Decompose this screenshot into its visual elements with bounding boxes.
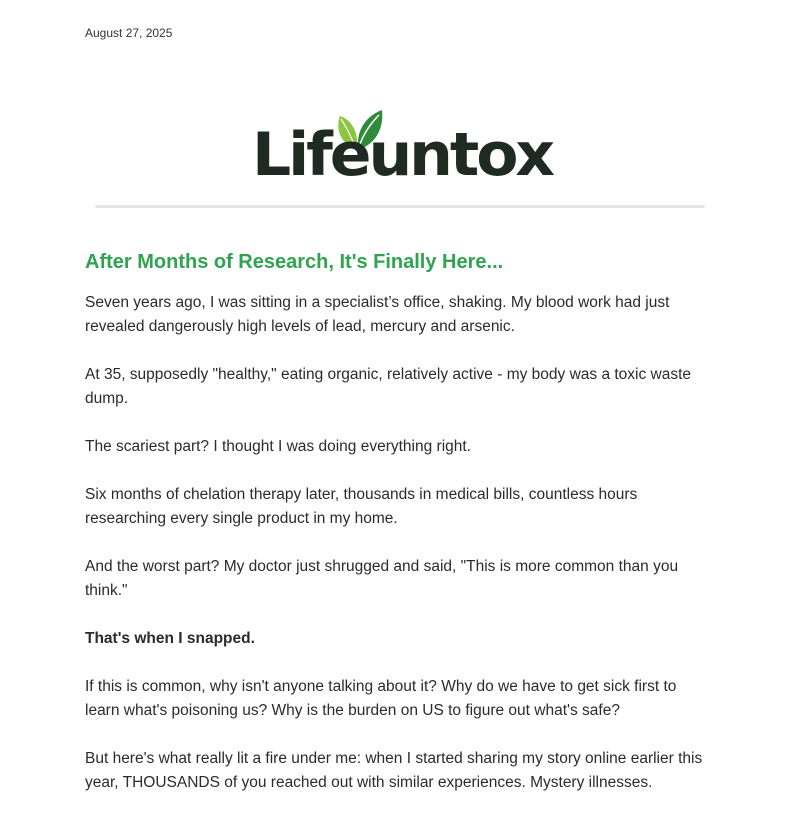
body-paragraph: And the worst part? My doctor just shrugged and said, "This is more common than you think." <box>85 558 679 599</box>
body-paragraph: At 35, supposedly "healthy," eating organic, relatively active - my body was a toxic waste dump. <box>85 366 692 407</box>
logo-text: Lifeuntox <box>252 120 554 180</box>
body-paragraph: If this is common, why isn't anyone talking about it? Why do we have to get sick first to learn what's poisoning us? Why is the burden on US to figure out what's safe? <box>85 678 677 719</box>
email-date: August 27, 2025 <box>85 26 173 40</box>
body-paragraph: Seven years ago, I was sitting in a specialist’s office, shaking. My blood work had just revealed dangerously high levels of lead, mercury and arsenic. <box>85 294 670 335</box>
email-body <box>85 250 710 819</box>
body-paragraph: But here's what really lit a fire under me: when I started sharing my story online earlier this year, THOUSANDS of you reached out with similar experiences. Mystery illnesses. <box>85 750 703 791</box>
headline: After Months of Research, It's Finally Here... <box>85 251 504 273</box>
lifeuntox-logo-graphic <box>252 108 554 180</box>
body-paragraph: The scariest part? I thought I was doing everything right. <box>85 438 471 455</box>
brand-logo[interactable] <box>252 108 554 180</box>
emphasis-paragraph: That's when I snapped. <box>85 630 255 647</box>
body-paragraph: Six months of chelation therapy later, thousands in medical bills, countless hours researching every single product in my home. <box>85 486 638 527</box>
paragraphs <box>85 291 710 795</box>
header-divider <box>95 205 705 208</box>
